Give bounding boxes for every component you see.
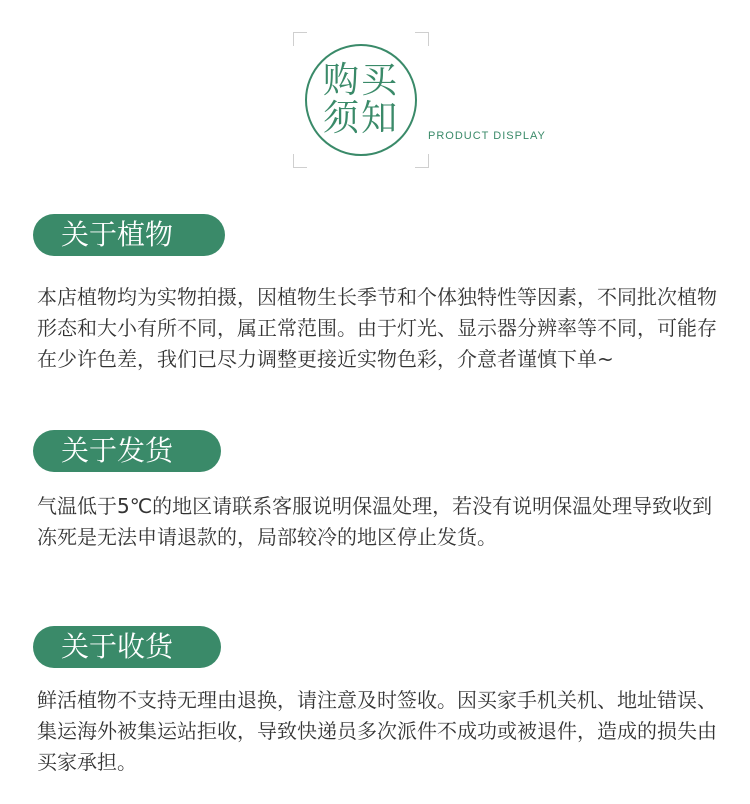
title-circle [305,44,417,156]
corner-bracket-top-right [415,32,429,46]
section-text-plants: 本店植物均为实物拍摄，因植物生长季节和个体独特性等因素，不同批次植物形态和大小有所不同，属正常范围。由于灯光、显示器分辨率等不同，可能存在少许色差，我们已尽力调整更接近实物色彩，介意者谨慎下单~ [37,285,717,371]
corner-bracket-bottom-right [415,154,429,168]
section-text-shipping: 气温低于5℃的地区请联系客服说明保温处理，若没有说明保温处理导致收到冻死是无法申请退款的，局部较冷的地区停止发货。 [37,494,713,549]
section-heading-shipping: 关于发货 [33,430,221,472]
section-heading-plants: 关于植物 [33,214,225,256]
page-subtitle: PRODUCT DISPLAY [428,130,546,142]
corner-bracket-bottom-left [293,154,307,168]
header-badge [293,32,429,168]
section-text-receiving: 鲜活植物不支持无理由退换，请注意及时签收。因买家手机关机、地址错误、集运海外被集运站拒收，导致快递员多次派件不成功或被退件，造成的损失由买家承担。 [37,688,717,774]
page-title: 购买须知 [322,60,399,139]
section-heading-receiving: 关于收货 [33,626,221,668]
corner-bracket-top-left [293,32,307,46]
